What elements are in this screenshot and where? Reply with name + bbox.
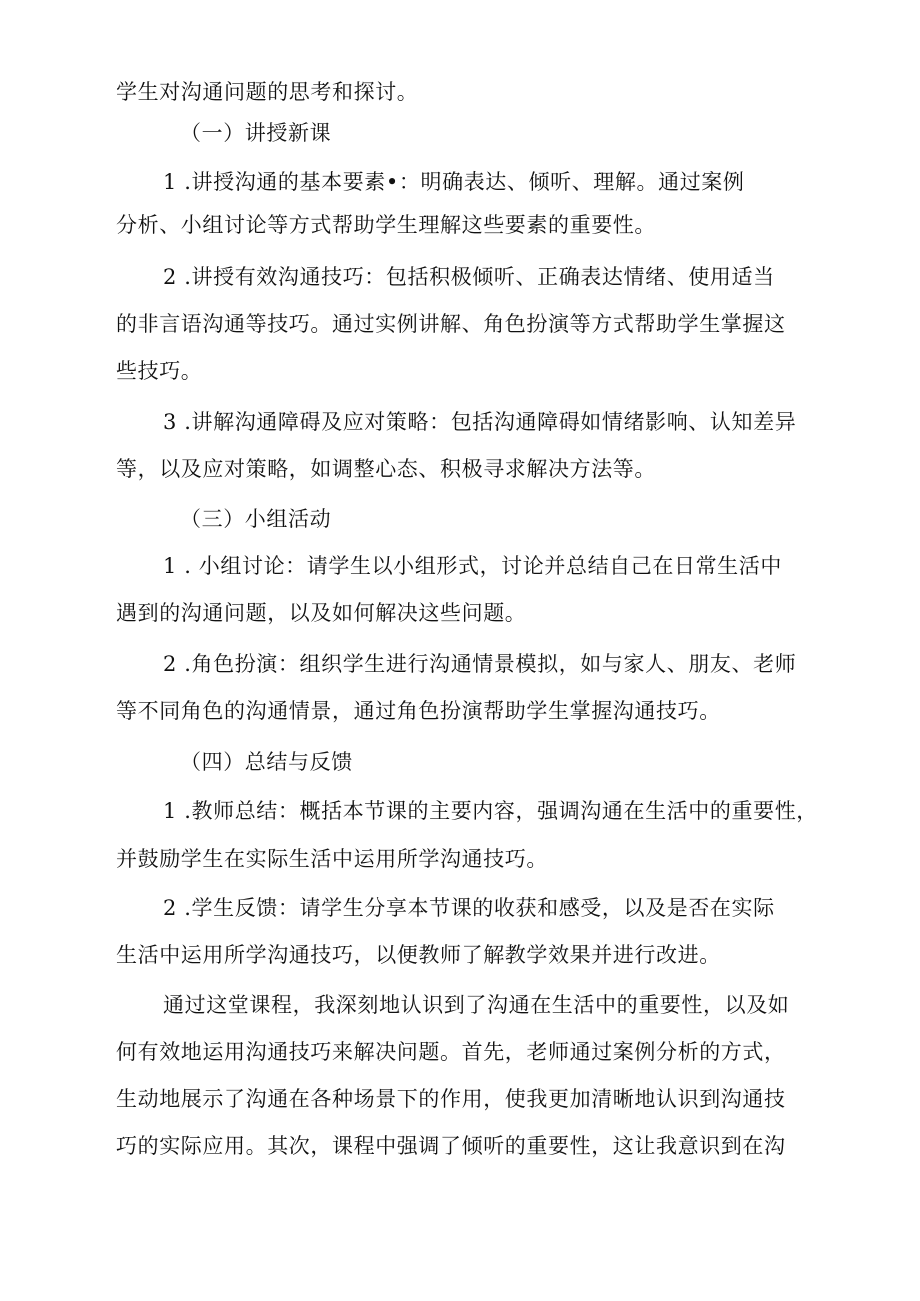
text-line: 的非言语沟通等技巧。通过实例讲解、角色扮演等方式帮助学生掌握这 xyxy=(116,312,786,336)
text-line: 生动地展示了沟通在各种场景下的作用，使我更加清晰地认识到沟通技 xyxy=(116,1087,786,1111)
text-line: 遇到的沟通问题，以及如何解决这些问题。 xyxy=(116,601,527,625)
text-line: 等不同角色的沟通情景，通过角色扮演帮助学生掌握沟通技巧。 xyxy=(116,699,721,723)
text-line: 些技巧。 xyxy=(116,359,203,383)
text-line: 1 .讲授沟通的基本要素•：明确表达、倾听、理解。通过案例 xyxy=(163,170,745,194)
text-line: 并鼓励学生在实际生活中运用所学沟通技巧。 xyxy=(116,847,548,871)
text-line: 生活中运用所学沟通技巧，以便教师了解教学效果并进行改进。 xyxy=(116,943,721,967)
text-line: 3 .讲解沟通障碍及应对策略：包括沟通障碍如情绪影响、认知差异 xyxy=(163,410,797,434)
section-heading: （三）小组活动 xyxy=(180,507,332,531)
text-line: 1 .教师总结：概括本节课的主要内容，强调沟通在生活中的重要性， xyxy=(163,799,818,823)
text-line: 分析、小组讨论等方式帮助学生理解这些要素的重要性。 xyxy=(116,213,656,237)
section-heading: （四）总结与反馈 xyxy=(180,750,353,774)
text-line: 等，以及应对策略，如调整心态、积极寻求解决方法等。 xyxy=(116,457,656,481)
text-line: 2 .角色扮演：组织学生进行沟通情景模拟，如与家人、朋友、老师 xyxy=(163,652,797,676)
text-line: 1 . 小组讨论：请学生以小组形式，讨论并总结自己在日常生活中 xyxy=(163,554,782,578)
text-line: 巧的实际应用。其次，课程中强调了倾听的重要性，这让我意识到在沟 xyxy=(116,1134,786,1158)
text-line: 2 .讲授有效沟通技巧：包括积极倾听、正确表达情绪、使用适当 xyxy=(163,265,775,289)
text-line: 学生对沟通问题的思考和探讨。 xyxy=(116,80,419,104)
text-line: 2 .学生反馈：请学生分享本节课的收获和感受，以及是否在实际 xyxy=(163,896,775,920)
text-line: 通过这堂课程，我深刻地认识到了沟通在生活中的重要性，以及如 xyxy=(163,993,790,1017)
section-heading: （一）讲授新课 xyxy=(180,121,332,145)
text-line: 何有效地运用沟通技巧来解决问题。首先，老师通过案例分析的方式， xyxy=(116,1040,786,1064)
